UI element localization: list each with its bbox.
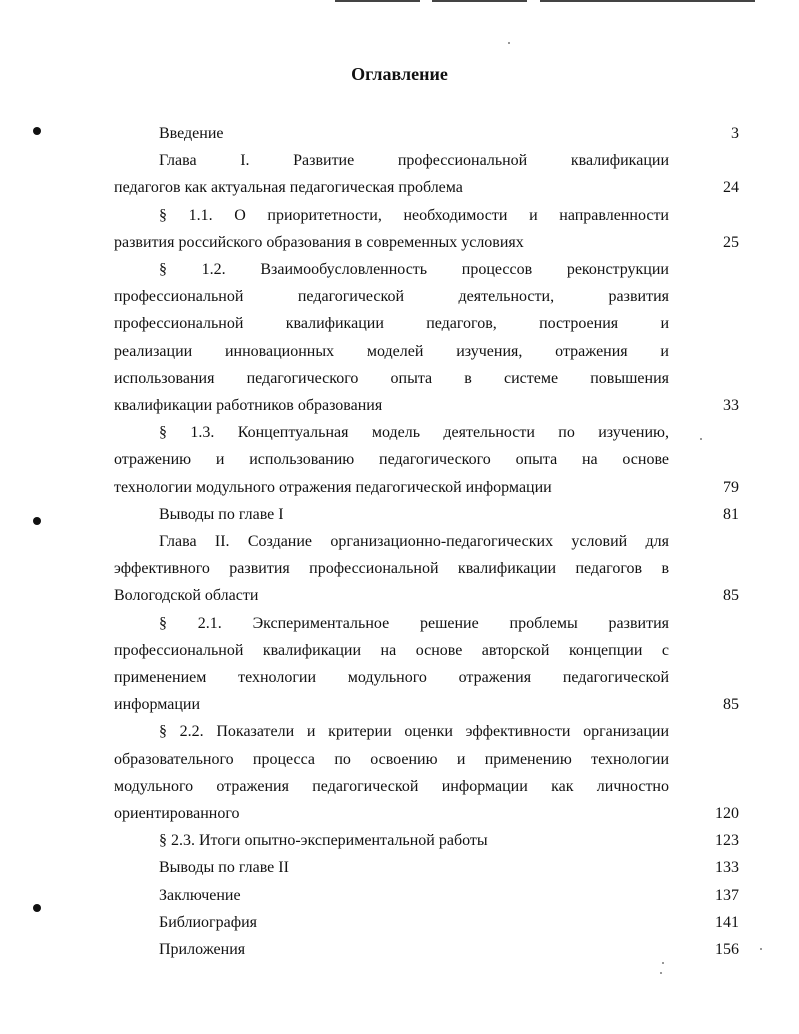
- toc-entry-line: модульного отражения педагогической информации как личностно: [114, 777, 669, 795]
- toc-entry-line: Библиография: [159, 913, 257, 931]
- punch-hole-mark: [33, 517, 41, 525]
- toc-page-number: 85: [723, 696, 739, 714]
- toc-page-number: 123: [715, 832, 739, 850]
- toc-entry-line: ориентированного: [114, 805, 240, 822]
- toc-entry-line: квалификации работников образования: [114, 397, 383, 414]
- scan-edge-line: [432, 0, 527, 2]
- toc-entry-line: профессиональной квалификации на основе авторской концепции с: [114, 641, 669, 659]
- toc-entry-line: Выводы по главе II: [159, 859, 289, 877]
- toc-entry-line: Выводы по главе I: [159, 505, 284, 523]
- scan-dust-speck: [508, 42, 510, 44]
- toc-entry-line: Заключение: [159, 886, 241, 904]
- toc-entry-line: Введение: [159, 125, 224, 142]
- toc-entry-line: реализации инновационных моделей изучения, отражения и: [114, 342, 669, 360]
- toc-page-number: 79: [723, 478, 739, 496]
- toc-entry-line: отражению и использованию педагогического опыта на основе: [114, 451, 669, 469]
- toc-page-number: 137: [715, 886, 739, 904]
- toc-entry-line: Приложения: [159, 941, 246, 958]
- toc-page-number: 3: [731, 125, 739, 142]
- toc-entry-line: § 1.2. Взаимообусловленность процессов реконструкции: [159, 261, 669, 278]
- toc-page-number: 25: [723, 233, 739, 251]
- toc-entry-line: развития российского образования в современных условиях: [114, 233, 524, 251]
- toc-entry-line: образовательного процесса по освоению и применению технологии: [114, 750, 669, 768]
- punch-hole-mark: [33, 127, 41, 135]
- toc-entry-line: использования педагогического опыта в системе повышения: [114, 369, 669, 387]
- scan-edge-line: [335, 0, 420, 2]
- toc-entry-line: технологии модульного отражения педагогической информации: [114, 478, 552, 496]
- toc-page-number: 24: [723, 179, 739, 197]
- toc-page-number: 33: [723, 397, 739, 414]
- toc-page-number: 85: [723, 587, 739, 605]
- punch-hole-mark: [33, 904, 41, 912]
- scan-dust-speck: [660, 972, 662, 974]
- toc-entry-line: эффективного развития профессиональной квалификации педагогов в: [114, 560, 669, 578]
- toc-entry-line: § 2.1. Экспериментальное решение проблемы развития: [159, 614, 669, 632]
- toc-entry-line: информации: [114, 696, 201, 714]
- page-title: Оглавление: [351, 64, 448, 84]
- toc-entry-line: Вологодской области: [114, 587, 259, 605]
- toc-entry-line: профессиональной педагогической деятельности, развития: [114, 288, 669, 306]
- scan-dust-speck: [700, 438, 702, 440]
- toc-entry-line: применением технологии модульного отражения педагогической: [114, 669, 669, 686]
- toc-entry-line: § 2.3. Итоги опытно-экспериментальной работы: [159, 832, 488, 850]
- toc-page-number: 133: [715, 859, 739, 877]
- toc-entry-line: Глава I. Развитие профессиональной квалификации: [159, 152, 669, 170]
- toc-entry-line: педагогов как актуальная педагогическая проблема: [114, 179, 463, 197]
- toc-entry-line: § 2.2. Показатели и критерии оценки эффективности организации: [159, 723, 669, 741]
- toc-page-number: 81: [723, 505, 739, 523]
- toc-entry-line: профессиональной квалификации педагогов, построения и: [114, 315, 669, 333]
- toc-page-number: 156: [715, 941, 739, 958]
- toc-page-number: 141: [715, 913, 739, 931]
- toc-page-number: 120: [715, 805, 739, 822]
- scan-dust-speck: [760, 948, 762, 950]
- scan-edge-line: [540, 0, 755, 2]
- toc-entry-line: Глава II. Создание организационно-педагогических условий для: [159, 533, 669, 550]
- toc-entry-line: § 1.1. О приоритетности, необходимости и направленности: [159, 206, 669, 224]
- toc-entry-line: § 1.3. Концептуальная модель деятельности по изучению,: [159, 424, 669, 442]
